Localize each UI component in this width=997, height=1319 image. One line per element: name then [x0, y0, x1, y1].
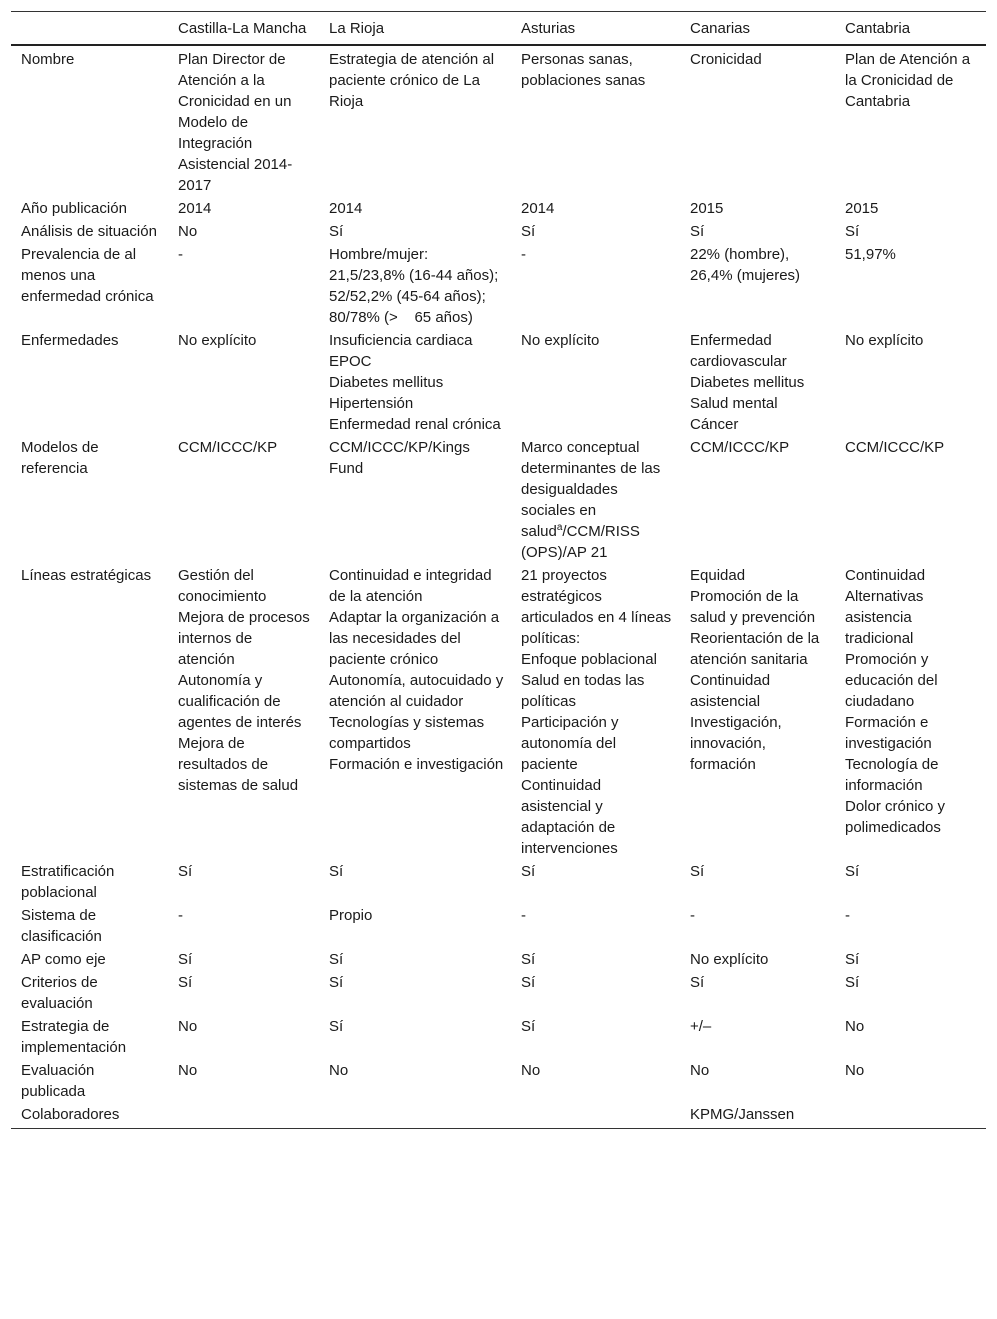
- cell-line: [690, 972, 829, 993]
- cell-text: Sí: [845, 951, 860, 968]
- cell-la-rioja: [319, 436, 511, 564]
- cell-line: [178, 330, 313, 351]
- cell-line: Continuidad asistencial: [690, 672, 771, 710]
- cell-text: No explícito: [845, 332, 924, 349]
- cell-line: [845, 949, 980, 970]
- cell-line: [521, 949, 674, 970]
- cell-line: EPOC: [329, 353, 372, 370]
- cell-asturias: [511, 564, 680, 860]
- table-row: [11, 329, 986, 436]
- cell-line: [521, 1060, 674, 1081]
- cell-canarias: [680, 1103, 835, 1129]
- cell-asturias: [511, 220, 680, 243]
- cell-line: [329, 949, 505, 970]
- cell-cantabria: [835, 197, 986, 220]
- cell-asturias: [511, 45, 680, 197]
- cell-line: [690, 949, 829, 970]
- cell-asturias: [511, 1059, 680, 1103]
- cell-canarias: [680, 243, 835, 329]
- row-label: Estrategia de implementación: [21, 1018, 127, 1056]
- cell-line: Continuidad asistencial y adaptación de intervenciones: [521, 777, 618, 857]
- cell-line: Diabetes mellitus: [329, 374, 444, 391]
- cell-canarias: [680, 329, 835, 436]
- cell-line: Mejora de procesos internos de atención: [178, 609, 310, 668]
- cell-text: -: [521, 907, 526, 924]
- cell-text: Sí: [329, 863, 344, 880]
- cell-la-rioja: [319, 45, 511, 197]
- cell-text: Sí: [521, 974, 536, 991]
- cell-text: Sí: [329, 974, 344, 991]
- table-row: [11, 1103, 986, 1129]
- cell-text: Sí: [845, 974, 860, 991]
- cell-asturias: [511, 329, 680, 436]
- cell-castilla-la-mancha: [168, 45, 319, 197]
- cell-line: [329, 1060, 505, 1081]
- cell-cantabria: [835, 329, 986, 436]
- cell-line: [329, 861, 505, 882]
- cell-castilla-la-mancha: [168, 860, 319, 904]
- cell-la-rioja: [319, 860, 511, 904]
- cell-line: [178, 949, 313, 970]
- row-label: Sistema de clasificación: [21, 907, 102, 945]
- cell-line: [178, 198, 313, 219]
- cell-castilla-la-mancha: [168, 904, 319, 948]
- cell-line: [329, 437, 505, 479]
- cell-text: 2014: [178, 200, 212, 217]
- cell-cantabria: [835, 564, 986, 860]
- cell-text: Sí: [690, 223, 705, 240]
- cell-text: Sí: [329, 223, 344, 240]
- row-label: Colaboradores: [21, 1106, 120, 1123]
- cell-line: [329, 1016, 505, 1037]
- cell-line: Promoción y educación del ciudadano: [845, 651, 938, 710]
- table-row: [11, 45, 986, 197]
- cell-line: [845, 437, 980, 458]
- cell-line: [178, 49, 313, 196]
- cell-canarias: [680, 564, 835, 860]
- cell-line: Insuficiencia cardiaca: [329, 332, 473, 349]
- table-row: [11, 1059, 986, 1103]
- row-label: Enfermedades: [21, 332, 119, 349]
- cell-canarias: [680, 1059, 835, 1103]
- cell-text: CCM/ICCC/KP: [690, 439, 790, 456]
- cell-text: No: [178, 223, 198, 240]
- cell-line: [845, 198, 980, 219]
- cell-line: Participación y autonomía del paciente: [521, 714, 619, 773]
- cell-text: No: [178, 1018, 198, 1035]
- cell-text: No explícito: [178, 332, 257, 349]
- cell-line: [845, 1060, 980, 1081]
- cell-line: [690, 1104, 829, 1125]
- cell-canarias: [680, 436, 835, 564]
- cell-text: Sí: [690, 863, 705, 880]
- cell-line: [845, 861, 980, 882]
- cell-line: [178, 244, 313, 265]
- cell-line: [521, 49, 674, 91]
- cell-asturias: [511, 243, 680, 329]
- cell-text: 22% (hombre), 26,4% (mujeres): [690, 246, 801, 284]
- cell-line: [178, 972, 313, 993]
- cell-cantabria: [835, 1059, 986, 1103]
- header-cantabria: Cantabria: [845, 20, 911, 37]
- cell-text: -: [845, 907, 850, 924]
- cell-cantabria: [835, 220, 986, 243]
- comparison-table-container: [11, 11, 986, 1129]
- table-row: [11, 243, 986, 329]
- cell-line: Mejora de resultados de sistemas de salud: [178, 735, 299, 794]
- cell-text: Sí: [521, 951, 536, 968]
- cell-castilla-la-mancha: [168, 329, 319, 436]
- cell-line: Diabetes mellitus: [690, 374, 805, 391]
- cell-la-rioja: [319, 197, 511, 220]
- cell-text: CCM/ICCC/KP/Kings Fund: [329, 439, 470, 477]
- cell-castilla-la-mancha: [168, 197, 319, 220]
- header-castilla-la-mancha: Castilla-La Mancha: [178, 20, 307, 37]
- cell-text: Sí: [521, 1018, 536, 1035]
- row-label: Nombre: [21, 51, 75, 68]
- cell-castilla-la-mancha: [168, 1059, 319, 1103]
- cell-text: Sí: [329, 951, 344, 968]
- table-row: [11, 436, 986, 564]
- cell-text: KPMG/Janssen: [690, 1106, 795, 1123]
- cell-text: Plan de Atención a la Cronicidad de Cantabria: [845, 51, 971, 110]
- row-label: Líneas estratégicas: [21, 567, 152, 584]
- cell-line: [178, 1016, 313, 1037]
- table-row: [11, 564, 986, 860]
- table-row: [11, 860, 986, 904]
- cell-text: Sí: [178, 863, 193, 880]
- cell-asturias: [511, 1015, 680, 1059]
- cell-castilla-la-mancha: [168, 1015, 319, 1059]
- cell-line: [521, 221, 674, 242]
- cell-cantabria: [835, 948, 986, 971]
- cell-la-rioja: [319, 220, 511, 243]
- cell-text: Sí: [845, 863, 860, 880]
- cell-line: [845, 905, 980, 926]
- row-label: Análisis de situación: [21, 223, 157, 240]
- row-label: Estratificación poblacional: [21, 863, 115, 901]
- cell-line: [521, 244, 674, 265]
- cell-line: [690, 198, 829, 219]
- cell-canarias: [680, 904, 835, 948]
- cell-cantabria: [835, 1015, 986, 1059]
- cell-line: [690, 1016, 829, 1037]
- cell-text: 2015: [845, 200, 879, 217]
- cell-text: 2014: [521, 200, 555, 217]
- cell-line: [690, 905, 829, 926]
- cell-text: -: [178, 246, 183, 263]
- cell-line: [690, 1060, 829, 1081]
- cell-text: 2015: [690, 200, 724, 217]
- cell-text: No: [329, 1062, 349, 1079]
- header-corner: [11, 12, 168, 46]
- cell-la-rioja: [319, 329, 511, 436]
- cell-line: Gestión del conocimiento: [178, 567, 267, 605]
- cell-castilla-la-mancha: [168, 1103, 319, 1129]
- cell-line: Salud mental: [690, 395, 778, 412]
- cell-line: Alternativas asistencia tradicional: [845, 588, 924, 647]
- cell-line: Tecnologías y sistemas compartidos: [329, 714, 485, 752]
- cell-line: [690, 244, 829, 286]
- cell-line: Formación e investigación: [329, 756, 504, 773]
- cell-text: No: [521, 1062, 541, 1079]
- cell-line: Tecnología de información: [845, 756, 939, 794]
- cell-line: [690, 861, 829, 882]
- cell-line: Enfermedad cardiovascular: [690, 332, 787, 370]
- cell-text: Sí: [329, 1018, 344, 1035]
- cell-cantabria: [835, 243, 986, 329]
- table-row: [11, 904, 986, 948]
- cell-line: Autonomía y cualificación de agentes de interés: [178, 672, 302, 731]
- cell-line: [521, 905, 674, 926]
- cell-line: [178, 437, 313, 458]
- cell-line: [690, 221, 829, 242]
- cell-text: 51,97%: [845, 246, 896, 263]
- cell-line: [329, 905, 505, 926]
- cell-canarias: [680, 860, 835, 904]
- cell-text: No explícito: [521, 332, 600, 349]
- cell-text-tail: /CCM/RISS (OPS)/AP 21: [521, 523, 640, 561]
- cell-text: No: [845, 1018, 865, 1035]
- table-row: [11, 197, 986, 220]
- cell-line: [845, 330, 980, 351]
- cell-la-rioja: [319, 564, 511, 860]
- cell-canarias: [680, 948, 835, 971]
- cell-la-rioja: [319, 243, 511, 329]
- row-label: Evaluación publicada: [21, 1062, 95, 1100]
- cell-text: CCM/ICCC/KP: [845, 439, 945, 456]
- cell-line: [178, 861, 313, 882]
- table-row: [11, 1015, 986, 1059]
- cell-cantabria: [835, 436, 986, 564]
- cell-line: [690, 437, 829, 458]
- cell-la-rioja: [319, 971, 511, 1015]
- cell-line: Formación e investigación: [845, 714, 932, 752]
- cell-castilla-la-mancha: [168, 436, 319, 564]
- cell-text: 2014: [329, 200, 363, 217]
- cell-text: No: [845, 1062, 865, 1079]
- cell-canarias: [680, 1015, 835, 1059]
- cell-la-rioja: [319, 1103, 511, 1129]
- cell-line: [521, 437, 674, 563]
- cell-cantabria: [835, 971, 986, 1015]
- cell-asturias: [511, 860, 680, 904]
- table-row: [11, 971, 986, 1015]
- cell-text: No: [178, 1062, 198, 1079]
- cell-line: [845, 1016, 980, 1037]
- cell-line: Enfermedad renal crónica: [329, 416, 501, 433]
- cell-castilla-la-mancha: [168, 564, 319, 860]
- cell-text: Sí: [178, 951, 193, 968]
- cell-text: Sí: [178, 974, 193, 991]
- cell-line: Dolor crónico y polimedicados: [845, 798, 946, 836]
- cell-castilla-la-mancha: [168, 243, 319, 329]
- cell-text: -: [521, 246, 526, 263]
- cell-asturias: [511, 1103, 680, 1129]
- header-asturias: Asturias: [521, 20, 576, 37]
- cell-text: Sí: [521, 223, 536, 240]
- cell-line: [845, 972, 980, 993]
- cell-line: [329, 221, 505, 242]
- cell-line: Autonomía, autocuidado y atención al cuidador: [329, 672, 504, 710]
- cell-line: [178, 1060, 313, 1081]
- cell-line: [690, 49, 829, 70]
- cell-text: Sí: [845, 223, 860, 240]
- cell-line: [521, 1016, 674, 1037]
- cell-text: Hombre/mujer: 21,5/23,8% (16-44 años); 52/52,2% (45-64 años); 80/78% (> 65 años): [329, 246, 499, 326]
- row-label: AP como eje: [21, 951, 106, 968]
- cell-text: Estrategia de atención al paciente crónico de La Rioja: [329, 51, 495, 110]
- cell-text: CCM/ICCC/KP: [178, 439, 278, 456]
- cell-line: Adaptar la organización a las necesidades del paciente crónico: [329, 609, 500, 668]
- cell-line: Investigación, innovación, formación: [690, 714, 782, 773]
- cell-line: Continuidad: [845, 567, 926, 584]
- cell-text: Cronicidad: [690, 51, 762, 68]
- cell-text: Sí: [690, 974, 705, 991]
- cell-text: Propio: [329, 907, 373, 924]
- cell-line: [329, 244, 505, 328]
- cell-text: +/–: [690, 1018, 712, 1035]
- cell-la-rioja: [319, 1059, 511, 1103]
- cell-line: Cáncer: [690, 416, 739, 433]
- cell-line: [329, 972, 505, 993]
- cell-text: Sí: [521, 863, 536, 880]
- cell-line: Promoción de la salud y prevención: [690, 588, 816, 626]
- table-row: [11, 948, 986, 971]
- cell-asturias: [511, 948, 680, 971]
- cell-line: [845, 221, 980, 242]
- cell-line: Equidad: [690, 567, 746, 584]
- cell-canarias: [680, 220, 835, 243]
- chronicity-strategies-table: [11, 11, 986, 1129]
- cell-line: [845, 244, 980, 265]
- cell-line: [521, 972, 674, 993]
- cell-line: [521, 198, 674, 219]
- cell-line: Continuidad e integridad de la atención: [329, 567, 492, 605]
- row-label: Modelos de referencia: [21, 439, 99, 477]
- cell-line: Enfoque poblacional: [521, 651, 657, 668]
- cell-la-rioja: [319, 904, 511, 948]
- cell-line: [329, 198, 505, 219]
- row-label: Año publicación: [21, 200, 127, 217]
- cell-line: Hipertensión: [329, 395, 414, 412]
- cell-line: [178, 905, 313, 926]
- cell-canarias: [680, 45, 835, 197]
- cell-castilla-la-mancha: [168, 971, 319, 1015]
- cell-asturias: [511, 971, 680, 1015]
- cell-asturias: [511, 197, 680, 220]
- table-header-row: [11, 12, 986, 46]
- cell-castilla-la-mancha: [168, 220, 319, 243]
- cell-la-rioja: [319, 948, 511, 971]
- cell-line: Salud en todas las políticas: [521, 672, 645, 710]
- cell-text: Plan Director de Atención a la Cronicidad en un Modelo de Integración Asistencial 2014-2017: [178, 51, 293, 194]
- cell-asturias: [511, 436, 680, 564]
- cell-text: Personas sanas, poblaciones sanas: [521, 51, 646, 89]
- cell-line: [329, 49, 505, 112]
- cell-text: Marco conceptual determinantes de las desigualdades sociales en salud: [521, 439, 661, 540]
- cell-text: No explícito: [690, 951, 769, 968]
- cell-line: [845, 49, 980, 112]
- cell-castilla-la-mancha: [168, 948, 319, 971]
- cell-text: -: [690, 907, 695, 924]
- table-row: [11, 220, 986, 243]
- cell-la-rioja: [319, 1015, 511, 1059]
- header-la-rioja: La Rioja: [329, 20, 385, 37]
- cell-text: No: [690, 1062, 710, 1079]
- row-label: Prevalencia de al menos una enfermedad crónica: [21, 246, 154, 305]
- cell-cantabria: [835, 860, 986, 904]
- cell-canarias: [680, 971, 835, 1015]
- footnote-marker: a: [556, 522, 563, 533]
- cell-text: -: [178, 907, 183, 924]
- cell-asturias: [511, 904, 680, 948]
- cell-line: [521, 861, 674, 882]
- cell-line: [178, 221, 313, 242]
- cell-line: Reorientación de la atención sanitaria: [690, 630, 820, 668]
- cell-canarias: [680, 197, 835, 220]
- cell-cantabria: [835, 1103, 986, 1129]
- row-label: Criterios de evaluación: [21, 974, 98, 1012]
- cell-line: 21 proyectos estratégicos articulados en 4 líneas políticas:: [521, 567, 672, 647]
- cell-cantabria: [835, 904, 986, 948]
- cell-cantabria: [835, 45, 986, 197]
- header-canarias: Canarias: [690, 20, 751, 37]
- cell-line: [521, 330, 674, 351]
